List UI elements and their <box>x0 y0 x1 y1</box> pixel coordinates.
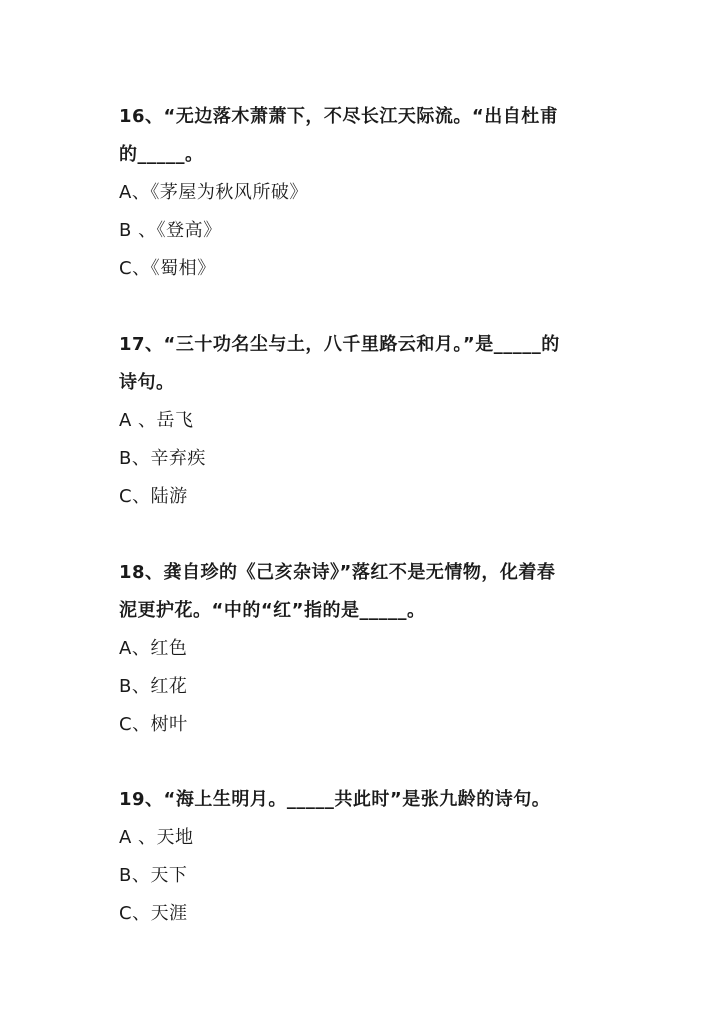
question-stem-line: 18、龚自珍的《己亥杂诗》”落红不是无情物，化着春 <box>119 562 556 583</box>
option-c: C、《蜀相》 <box>119 258 216 279</box>
question-19 <box>119 781 609 933</box>
option-b: B、红花 <box>119 676 188 697</box>
option-a: A、红色 <box>119 638 188 659</box>
option-b: B、辛弃疾 <box>119 448 206 469</box>
option-b: B 、《登高》 <box>119 220 222 241</box>
question-stem-line: 的_____。 <box>119 144 204 165</box>
option-a: A 、天地 <box>119 827 194 848</box>
question-16 <box>119 98 609 288</box>
option-c: C、树叶 <box>119 714 188 735</box>
question-stem-line: 诗句。 <box>119 372 175 393</box>
question-stem-line: 17、“三十功名尘与土，八千里路云和月。”是_____的 <box>119 334 560 355</box>
question-stem-line: 16、“无边落木萧萧下，不尽长江天际流。“出自杜甫 <box>119 106 559 127</box>
question-stem-line: 19、“海上生明月。_____共此时”是张九龄的诗句。 <box>119 789 551 810</box>
question-17 <box>119 326 609 516</box>
option-c: C、陆游 <box>119 486 188 507</box>
option-a: A 、岳飞 <box>119 410 194 431</box>
option-b: B、天下 <box>119 865 188 886</box>
option-a: A、《茅屋为秋风所破》 <box>119 182 308 203</box>
option-c: C、天涯 <box>119 903 188 924</box>
question-18 <box>119 554 609 744</box>
question-stem-line: 泥更护花。“中的“红”指的是_____。 <box>119 600 426 621</box>
